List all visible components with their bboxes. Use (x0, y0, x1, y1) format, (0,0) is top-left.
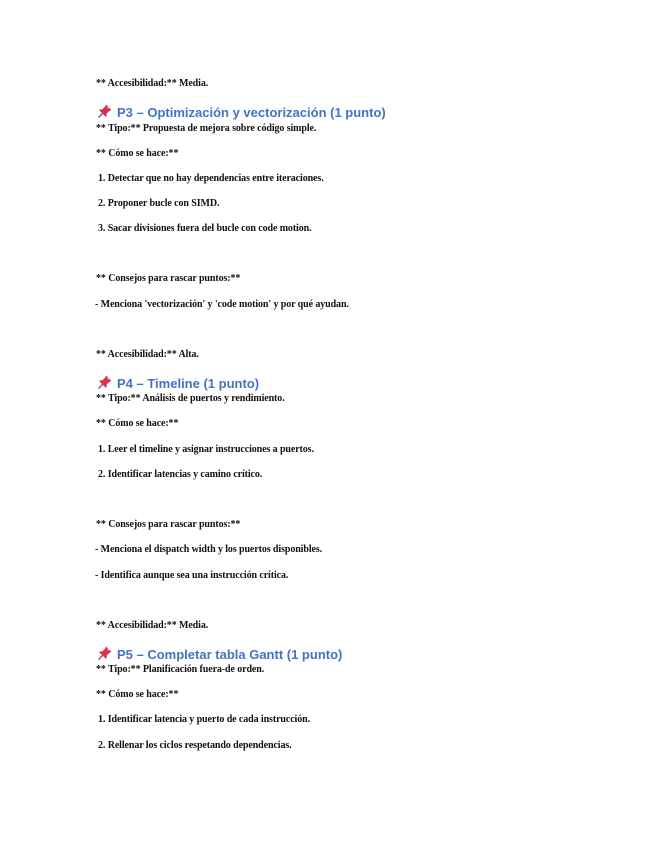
intro-accessibility: ** Accesibilidad:** Media. (96, 78, 209, 89)
p4-type: ** Tipo:** Análisis de puertos y rendimiento. (96, 393, 285, 404)
p5-step-1: 1. Identificar latencia y puerto de cada instrucción. (98, 714, 311, 725)
p4-step-2: 2. Identificar latencias y camino crítico. (98, 469, 263, 480)
p3-tip-1: - Menciona 'vectorización' y 'code motion' y por qué ayudan. (95, 299, 349, 310)
p3-accessibility: ** Accesibilidad:** Alta. (96, 349, 199, 360)
p4-tip-1: - Menciona el dispatch width y los puertos disponibles. (95, 544, 323, 555)
section-p4-heading: P4 – Timeline (1 punto) (97, 374, 259, 392)
section-p3-heading: P3 – Optimización y vectorización (1 punto) (97, 103, 386, 121)
pushpin-icon (97, 645, 113, 661)
p4-accessibility: ** Accesibilidad:** Media. (96, 620, 209, 631)
p4-how-label: ** Cómo se hace:** (96, 418, 179, 429)
p3-how-label: ** Cómo se hace:** (96, 148, 179, 159)
p3-step-1: 1. Detectar que no hay dependencias entre iteraciones. (98, 173, 324, 184)
p3-tips-label: ** Consejos para rascar puntos:** (96, 273, 241, 284)
p3-step-3: 3. Sacar divisiones fuera del bucle con code motion. (98, 223, 312, 234)
p5-step-2: 2. Rellenar los ciclos respetando dependencias. (98, 740, 292, 751)
p4-tips-label: ** Consejos para rascar puntos:** (96, 519, 241, 530)
p3-step-2: 2. Proponer bucle con SIMD. (98, 198, 220, 209)
p5-how-label: ** Cómo se hace:** (96, 689, 179, 700)
pushpin-icon (97, 374, 113, 390)
pushpin-icon (97, 103, 113, 119)
p5-type: ** Tipo:** Planificación fuera-de orden. (96, 664, 265, 675)
p3-type: ** Tipo:** Propuesta de mejora sobre código simple. (96, 123, 317, 134)
p4-tip-2: - Identifica aunque sea una instrucción crítica. (95, 570, 289, 581)
section-p5-heading: P5 – Completar tabla Gantt (1 punto) (97, 645, 342, 663)
p4-step-1: 1. Leer el timeline y asignar instrucciones a puertos. (98, 444, 314, 455)
